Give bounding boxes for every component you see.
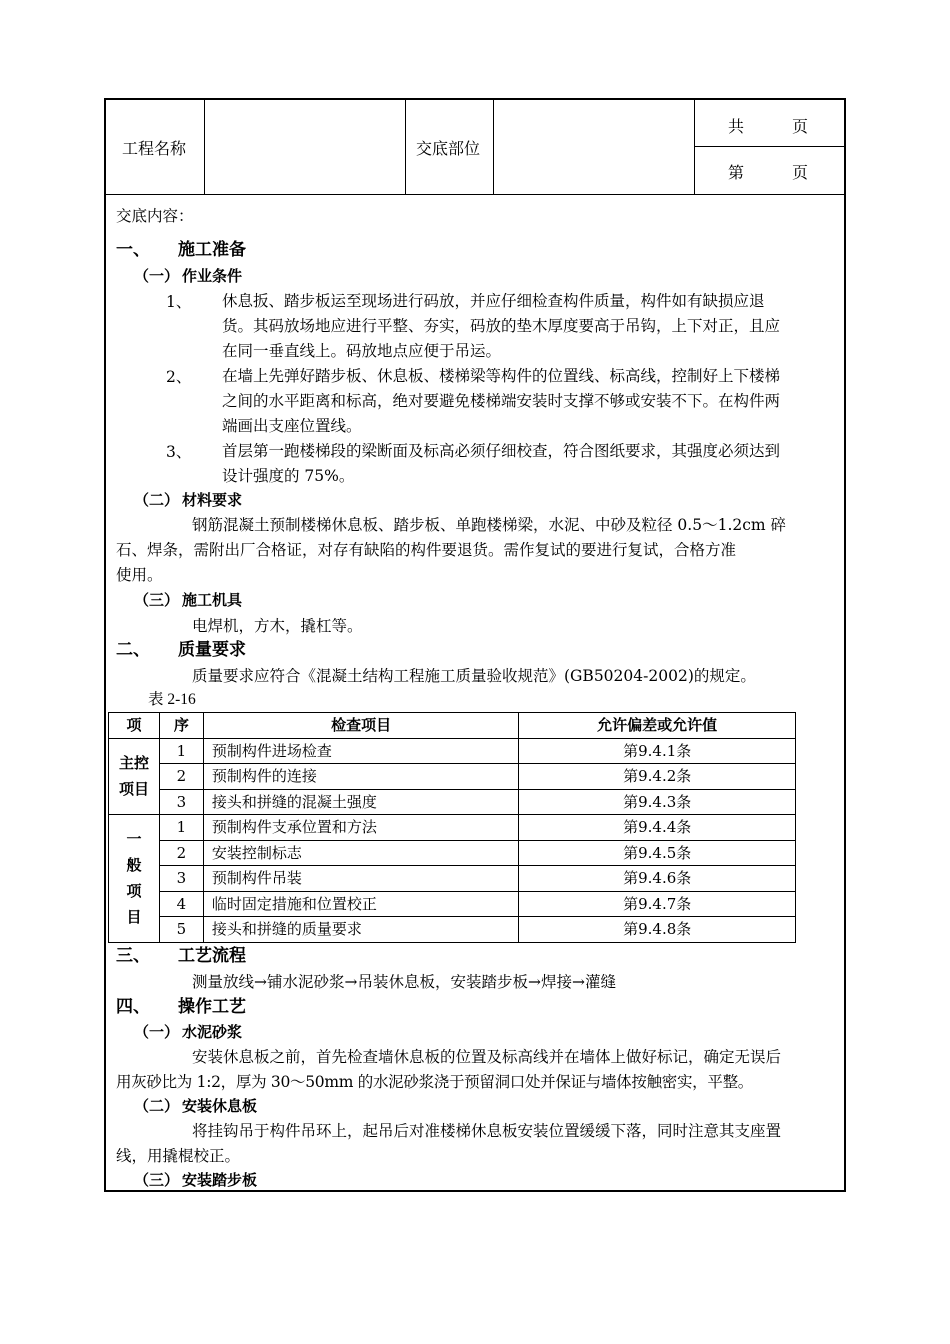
check-item: 预制构件吊装 xyxy=(203,866,519,892)
process-flow-text: 测量放线→铺水泥砂浆→吊装休息板，安装踏步板→焊接→灌缝 xyxy=(192,973,616,991)
table-row xyxy=(109,764,796,790)
table-header-row xyxy=(109,713,796,739)
divider xyxy=(493,100,494,194)
divider xyxy=(204,100,205,194)
subsection-title: 材料要求 xyxy=(182,491,243,509)
divider xyxy=(405,100,406,194)
text-line: 钢筋混凝土预制楼梯休息板、踏步板、单跑楼梯梁，水泥、中砂及粒径 0.5～1.2cm 碎 xyxy=(192,516,787,534)
project-name-label: 工程名称 xyxy=(122,139,187,158)
table-row xyxy=(109,738,796,764)
group-label-line: 一 xyxy=(126,830,142,849)
row-number: 3 xyxy=(159,789,203,815)
allowed-value: 第9.4.8条 xyxy=(519,917,796,943)
text-line: 使用。 xyxy=(116,566,163,584)
allowed-value: 第9.4.3条 xyxy=(519,789,796,815)
quality-table xyxy=(108,712,796,943)
section-title: 操作工艺 xyxy=(178,997,246,1017)
group-label-line: 项目 xyxy=(118,780,149,799)
handover-form xyxy=(104,98,846,1192)
row-number: 2 xyxy=(159,764,203,790)
subsection-number: （二） xyxy=(134,1097,180,1115)
table-caption: 表 2-16 xyxy=(148,691,196,708)
allowed-value: 第9.4.1条 xyxy=(519,738,796,764)
table-row xyxy=(109,789,796,815)
allowed-value: 第9.4.7条 xyxy=(519,891,796,917)
materials-text xyxy=(116,513,837,588)
row-number: 3 xyxy=(159,866,203,892)
group-label-line: 般 xyxy=(126,856,142,875)
item-text xyxy=(222,364,837,439)
allowed-value: 第9.4.4条 xyxy=(519,815,796,841)
item-number: 2、 xyxy=(166,368,192,386)
text-line: 之间的水平距离和标高，绝对要避免楼梯端安装时支撑不够或安装不下。在构件两 xyxy=(222,392,781,410)
check-item: 接头和拼缝的混凝土强度 xyxy=(203,789,519,815)
subsection-title: 安装休息板 xyxy=(182,1097,258,1115)
tools-text: 电焊机，方木，撬杠等。 xyxy=(192,617,363,635)
text-line: 线，用撬棍校正。 xyxy=(116,1147,241,1165)
mortar-text xyxy=(116,1045,837,1095)
text-line: 休息扳、踏步板运至现场进行码放，并应仔细检查构件质量，构件如有缺损应退 xyxy=(222,292,765,310)
column-header: 允许偏差或允许值 xyxy=(519,713,796,739)
row-number: 5 xyxy=(159,917,203,943)
subsection-number: （三） xyxy=(134,1171,180,1189)
page-number: 第 页 xyxy=(728,163,809,182)
subsection-number: （一） xyxy=(134,267,180,285)
subsection-title: 作业条件 xyxy=(182,267,243,285)
section-title: 质量要求 xyxy=(178,640,246,660)
item-text xyxy=(222,289,837,364)
divider xyxy=(694,100,695,194)
allowed-value: 第9.4.2条 xyxy=(519,764,796,790)
text-line: 安装休息板之前，首先检查墙休息板的位置及标高线并在墙体上做好标记，确定无误后 xyxy=(192,1048,782,1066)
subsection-title: 水泥砂浆 xyxy=(182,1023,243,1041)
allowed-value: 第9.4.5条 xyxy=(519,840,796,866)
section-number: 三、 xyxy=(116,946,150,966)
column-header: 序 xyxy=(159,713,203,739)
group-label-line: 项 xyxy=(126,882,142,901)
check-item: 接头和拼缝的质量要求 xyxy=(203,917,519,943)
subsection-title: 安装踏步板 xyxy=(182,1171,258,1189)
group-label-general xyxy=(109,815,160,943)
project-name-value[interactable] xyxy=(206,102,403,192)
text-line: 在墙上先弹好踏步板、休息板、楼梯梁等构件的位置线、标高线，控制好上下楼梯 xyxy=(222,367,781,385)
row-number: 2 xyxy=(159,840,203,866)
handover-part-value[interactable] xyxy=(495,102,692,192)
row-number: 4 xyxy=(159,891,203,917)
quality-text: 质量要求应符合《混凝土结构工程施工质量验收规范》(GB50204-2002)的规定。 xyxy=(192,667,756,685)
subsection-number: （一） xyxy=(134,1023,180,1041)
table-row xyxy=(109,917,796,943)
table-row xyxy=(109,891,796,917)
group-label-main xyxy=(109,738,160,815)
total-pages: 共 页 xyxy=(728,117,809,136)
subsection-number: （三） xyxy=(134,591,180,609)
check-item: 安装控制标志 xyxy=(203,840,519,866)
handover-part-label: 交底部位 xyxy=(416,139,481,158)
landing-install-text xyxy=(116,1119,837,1169)
text-line: 用灰砂比为 1:2，厚为 30～50mm 的水泥砂浆浇于预留洞口处并保证与墙体按触密实，平整。 xyxy=(116,1073,753,1091)
section-number: 二、 xyxy=(116,640,150,660)
text-line: 石、焊条，需附出厂合格证，对存有缺陷的构件要退货。需作复试的要进行复试，合格方准 xyxy=(116,541,737,559)
table-row xyxy=(109,840,796,866)
text-line: 在同一垂直线上。码放地点应便于吊运。 xyxy=(222,342,502,360)
group-label-line: 主控 xyxy=(118,754,149,773)
form-header xyxy=(106,100,844,195)
divider xyxy=(694,146,844,147)
item-number: 1、 xyxy=(166,293,192,311)
text-line: 货。其码放场地应进行平整、夯实，码放的垫木厚度要高于吊钩，上下对正，且应 xyxy=(222,317,781,335)
subsection-number: （二） xyxy=(134,491,180,509)
check-item: 预制构件支承位置和方法 xyxy=(203,815,519,841)
text-line: 将挂钩吊于构件吊环上，起吊后对准楼梯休息板安装位置缓缓下落，同时注意其支座置 xyxy=(192,1122,782,1140)
text-line: 设计强度的 75%。 xyxy=(222,467,355,485)
group-label-line: 目 xyxy=(126,908,142,927)
item-number: 3、 xyxy=(166,443,192,461)
allowed-value: 第9.4.6条 xyxy=(519,866,796,892)
column-header: 项 xyxy=(109,713,160,739)
text-line: 端画出支座位置线。 xyxy=(222,417,362,435)
table-row xyxy=(109,815,796,841)
content-label: 交底内容： xyxy=(116,207,194,225)
table-row xyxy=(109,866,796,892)
column-header: 检查项目 xyxy=(203,713,519,739)
section-title: 施工准备 xyxy=(178,240,246,260)
check-item: 临时固定措施和位置校正 xyxy=(203,891,519,917)
item-text xyxy=(222,439,837,489)
check-item: 预制构件进场检查 xyxy=(203,738,519,764)
section-number: 四、 xyxy=(116,997,150,1017)
text-line: 首层第一跑楼梯段的梁断面及标高必须仔细校查，符合图纸要求，其强度必须达到 xyxy=(222,442,781,460)
check-item: 预制构件的连接 xyxy=(203,764,519,790)
row-number: 1 xyxy=(159,815,203,841)
row-number: 1 xyxy=(159,738,203,764)
section-number: 一、 xyxy=(116,240,150,260)
section-title: 工艺流程 xyxy=(178,946,246,966)
subsection-title: 施工机具 xyxy=(182,591,243,609)
